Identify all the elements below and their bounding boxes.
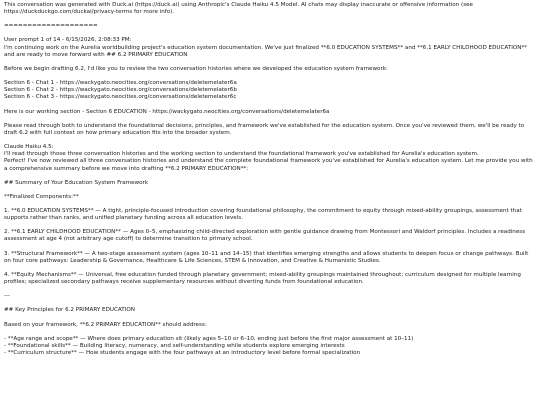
chat-links-paragraph: Section 6 - Chat 1 - https://wackygato.neocities.org/conversations/deletemelater6a Section 6 - Chat 2 - https://wackygato.neocities.org/conversations/deletemelater6b Section 6 - Chat 3 - https://wackygato.neocities.org/conversations/deletemelater6c	[4, 80, 237, 101]
working-section-paragraph: Here is our working section - Section 6 EDUCATION - https://wackygato.neocities.org/conversations/deletemelater6a	[4, 108, 330, 115]
numbered-item: 1. **6.0 EDUCATION SYSTEMS** — A tight, principle-focused introduction covering foundational philosophy, the commitment to equity through mixed-ability groupings, assessment that supports rather than ranks, and unified planetary funding across all education levels.	[4, 207, 522, 222]
chat-transcript	[4, 2, 536, 364]
finalized-components-label: **Finalized Components:**	[4, 193, 79, 200]
disclaimer-paragraph: This conversation was generated with Duck.ai (https://duck.ai) using Anthropic's Claude Haiku 4.5 Model. AI chats may display inaccurate or offensive information (see https://duckduckgo.com/duckai/privacy-terms for more info).	[4, 2, 473, 16]
bullet-list: - **Age range and scope** — Where does primary education sit (likely ages 5–10 or 6–10, ending just before the first major assessment at 10–11) - **Foundational skills** — Building literacy, numeracy, and self-understanding while students explore emerging interests - **Curriculum structure** — How students engage with the four pathways at an introductory level before formal specialization	[4, 335, 414, 356]
assistant-reply-paragraph: Claude Haiku 4.5: I'll read through those three conversation histories and the working section to understand the foundational framework you've established for Aurelia's education system. Perfect! I've now reviewed all three conversation histories and understand the complete foundational framework you've established for Aurelia's education system. Let me provide you with a comprehensive summary before we move into drafting **6.2 PRIMARY EDUCATION**:	[4, 144, 533, 172]
user-prompt-paragraph: User prompt 1 of 14 - 6/15/2026, 2:08:33 PM: I'm continuing work on the Aurelia worldbuilding project's education system documentation. We've just finalized **6.0 EDUCATION SYSTEMS** and **6.1 EARLY CHILDHOOD EDUCATION** and are ready to move forward with ## 6.2 PRIMARY EDUCATION	[4, 37, 528, 58]
separator-line: ====================	[4, 23, 98, 30]
numbered-item: 2. **6.1 EARLY CHILDHOOD EDUCATION** — Ages 0–5, emphasizing child-directed exploration with gentle guidance drawing from Montessori and Waldorf principles. Includes a readiness assessment at age 4 (not arbitrary age cutoff) to determine transition to primary school.	[4, 229, 526, 243]
summary-heading: ## Summary of Your Education System Framework	[4, 179, 149, 186]
user-prompt-paragraph: Please read through both to understand the foundational decisions, principles, and framework we've established for the education system. Once you've reviewed them, we'll be ready to draft 6.2 with full context on how primary education fits into the broader system.	[4, 122, 525, 136]
numbered-item: 4. **Equity Mechanisms** — Universal, free education funded through planetary government; mixed-ability groupings maintained throughout; curriculum designed for multiple learning profiles; specialized secondary pathways receive supplementary resources without diverting funds from foundational education.	[4, 271, 521, 286]
key-principles-heading: ## Key Principles for 6.2 PRIMARY EDUCATION	[4, 307, 135, 314]
horizontal-rule-text: ---	[4, 293, 11, 300]
framework-intro-paragraph: Based on your framework, **6.2 PRIMARY EDUCATION** should address:	[4, 321, 207, 328]
numbered-item: 3. **Structural Framework** — A two-stage assessment system (ages 10–11 and 14–15) that identifies emerging strengths and allows students to deepen focus or change pathways. Built on four core pathways: Leadership & Governance, Healthcare & Life Sciences, STEM & Innovation, and Creative & Humanistic Studies.	[4, 250, 529, 264]
user-prompt-paragraph: Before we begin drafting 6.2, I'd like you to review the two conversation histories where we developed the education system framework:	[4, 65, 388, 72]
